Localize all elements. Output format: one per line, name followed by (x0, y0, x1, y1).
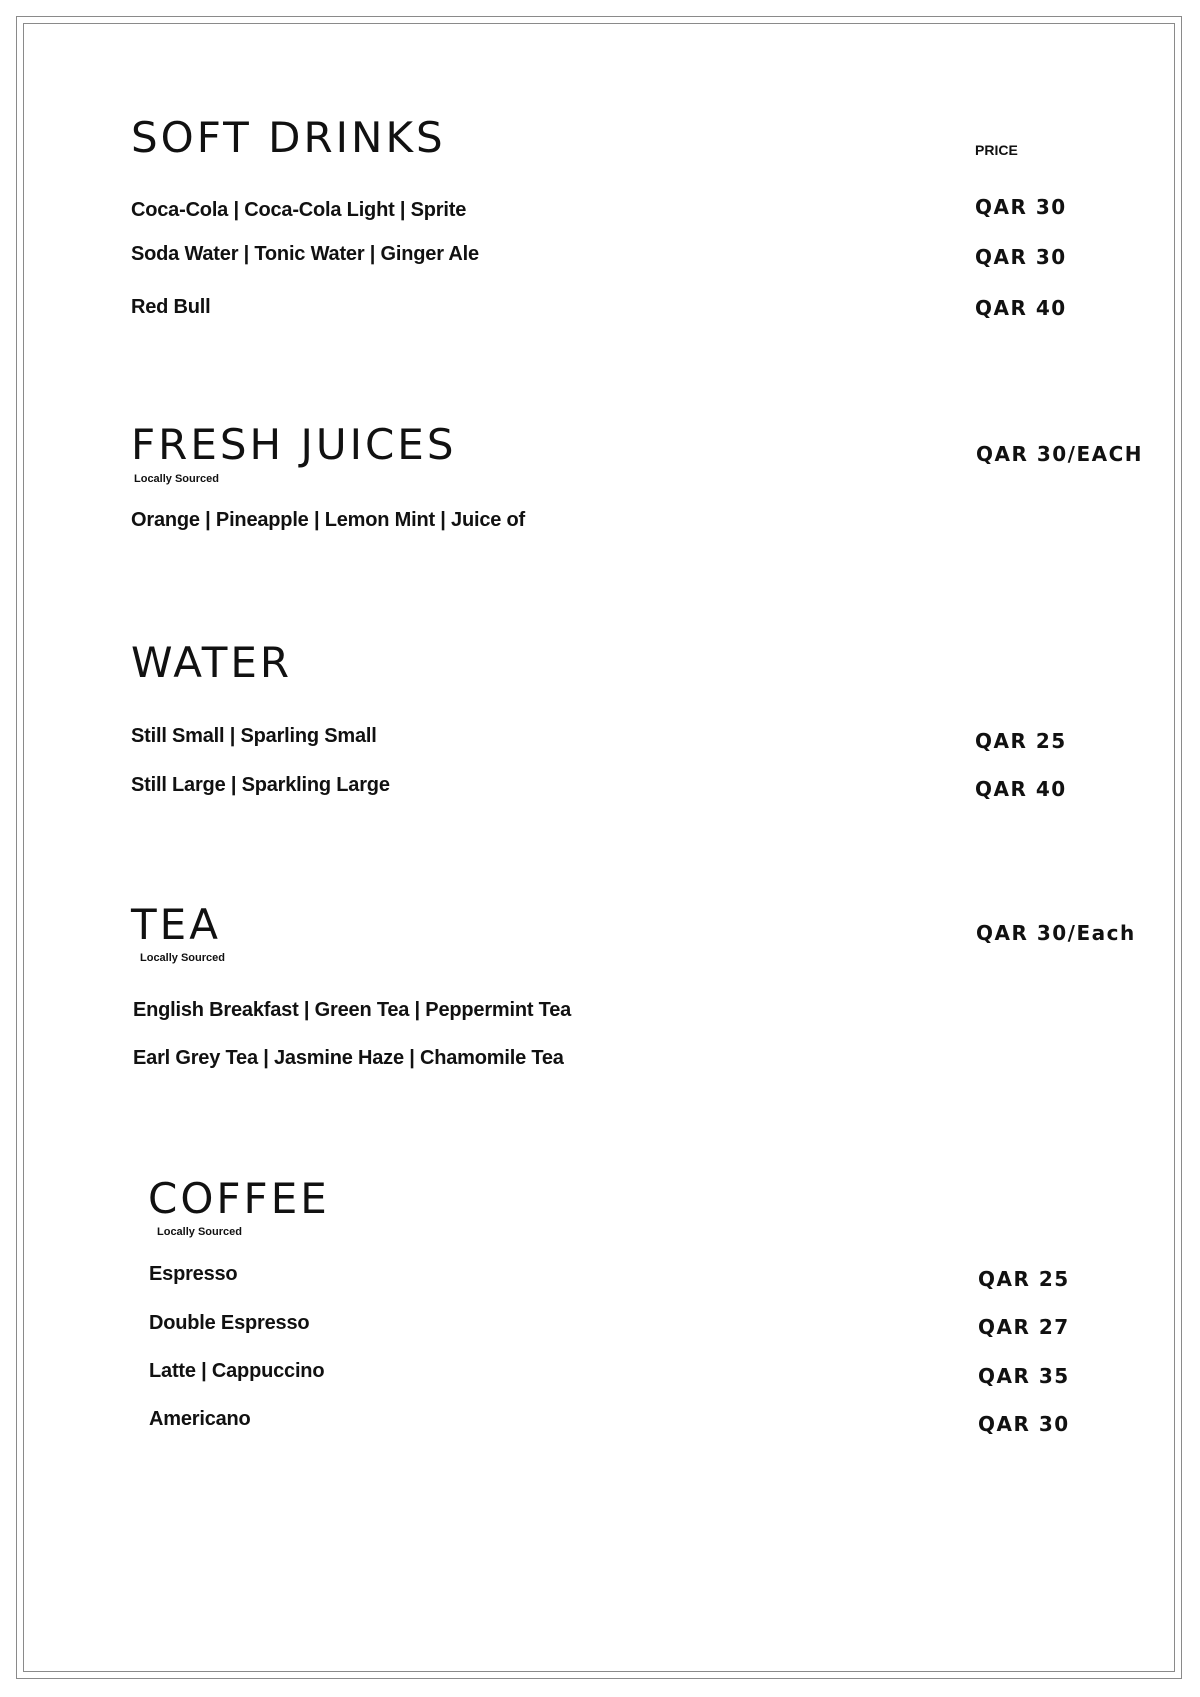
coffee-price-3: QAR 35 (978, 1364, 1070, 1388)
water-price-1: QAR 25 (975, 729, 1067, 753)
fresh-juices-price: QAR 30/EACH (976, 442, 1144, 466)
soft-drinks-item-2: Soda Water | Tonic Water | Ginger Ale (131, 243, 479, 265)
coffee-item-4: Americano (149, 1408, 251, 1430)
fresh-juices-item-1: Orange | Pineapple | Lemon Mint | Juice of (131, 509, 526, 531)
soft-drinks-heading: SOFT DRINKS (131, 113, 446, 162)
water-price-2: QAR 40 (975, 777, 1067, 801)
soft-drinks-price-2: QAR 30 (975, 245, 1067, 269)
coffee-item-3: Latte | Cappuccino (149, 1360, 325, 1382)
tea-heading: TEA (131, 900, 221, 949)
coffee-item-2: Double Espresso (149, 1312, 310, 1334)
tea-item-1: English Breakfast | Green Tea | Peppermint Tea (133, 999, 572, 1021)
tea-item-2: Earl Grey Tea | Jasmine Haze | Chamomile Tea (133, 1047, 564, 1069)
tea-price: QAR 30/Each (976, 921, 1136, 945)
soft-drinks-price-3: QAR 40 (975, 296, 1067, 320)
fresh-juices-subtitle: Locally Sourced (134, 473, 219, 485)
soft-drinks-price-1: QAR 30 (975, 195, 1067, 219)
coffee-price-1: QAR 25 (978, 1267, 1070, 1291)
water-heading: WATER (131, 638, 293, 687)
coffee-price-2: QAR 27 (978, 1315, 1070, 1339)
coffee-heading: COFFEE (148, 1174, 330, 1223)
soft-drinks-item-3: Red Bull (131, 296, 211, 318)
price-column-label: PRICE (975, 142, 1018, 158)
water-item-1: Still Small | Sparling Small (131, 725, 377, 747)
soft-drinks-item-1: Coca-Cola | Coca-Cola Light | Sprite (131, 199, 467, 221)
fresh-juices-heading: FRESH JUICES (131, 420, 457, 469)
coffee-price-4: QAR 30 (978, 1412, 1070, 1436)
coffee-item-1: Espresso (149, 1263, 238, 1285)
water-item-2: Still Large | Sparkling Large (131, 774, 390, 796)
coffee-subtitle: Locally Sourced (157, 1226, 242, 1238)
tea-subtitle: Locally Sourced (140, 952, 225, 964)
